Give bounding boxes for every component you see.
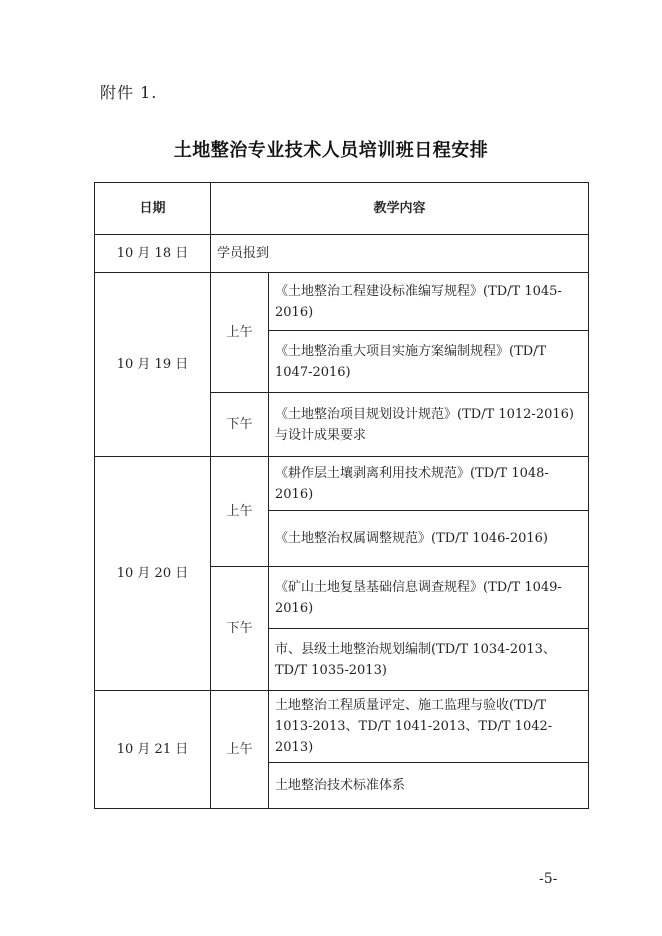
content-cell: 学员报到: [211, 235, 589, 273]
content-cell: 《土地整治项目规划设计规范》(TD/T 1012-2016)与设计成果要求: [269, 393, 589, 457]
period-cell: 下午: [211, 393, 269, 457]
table-row: [95, 273, 589, 331]
period-cell: 上午: [211, 457, 269, 567]
date-cell: 10 月 18 日: [95, 235, 211, 273]
table-row: [95, 235, 589, 273]
table-row: [95, 457, 589, 511]
period-cell: 上午: [211, 691, 269, 809]
content-cell: 《矿山土地复垦基础信息调查规程》(TD/T 1049-2016): [269, 567, 589, 629]
table-header-row: [95, 183, 589, 235]
content-cell: 《耕作层土壤剥离利用技术规范》(TD/T 1048-2016): [269, 457, 589, 511]
date-cell: 10 月 21 日: [95, 691, 211, 809]
content-cell: 《土地整治工程建设标准编写规程》(TD/T 1045-2016): [269, 273, 589, 331]
page-number: -5-: [539, 871, 558, 887]
content-cell: 土地整治工程质量评定、施工监理与验收(TD/T 1013-2013、TD/T 1041-2013、TD/T 1042-2013): [269, 691, 589, 763]
period-cell: 上午: [211, 273, 269, 393]
date-cell: 10 月 19 日: [95, 273, 211, 457]
attachment-label: 附件 1.: [100, 83, 158, 102]
content-cell: 市、县级土地整治规划编制(TD/T 1034-2013、TD/T 1035-2013): [269, 629, 589, 691]
date-cell: 10 月 20 日: [95, 457, 211, 691]
period-cell: 下午: [211, 567, 269, 691]
content-cell: 《土地整治重大项目实施方案编制规程》(TD/T 1047-2016): [269, 331, 589, 393]
document-title: 土地整治专业技术人员培训班日程安排: [173, 140, 489, 161]
content-cell: 土地整治技术标准体系: [269, 763, 589, 809]
table-row: [95, 691, 589, 763]
schedule-table: [94, 182, 589, 809]
header-date: 日期: [95, 183, 211, 235]
header-content: 教学内容: [211, 183, 589, 235]
content-cell: 《土地整治权属调整规范》(TD/T 1046-2016): [269, 511, 589, 567]
